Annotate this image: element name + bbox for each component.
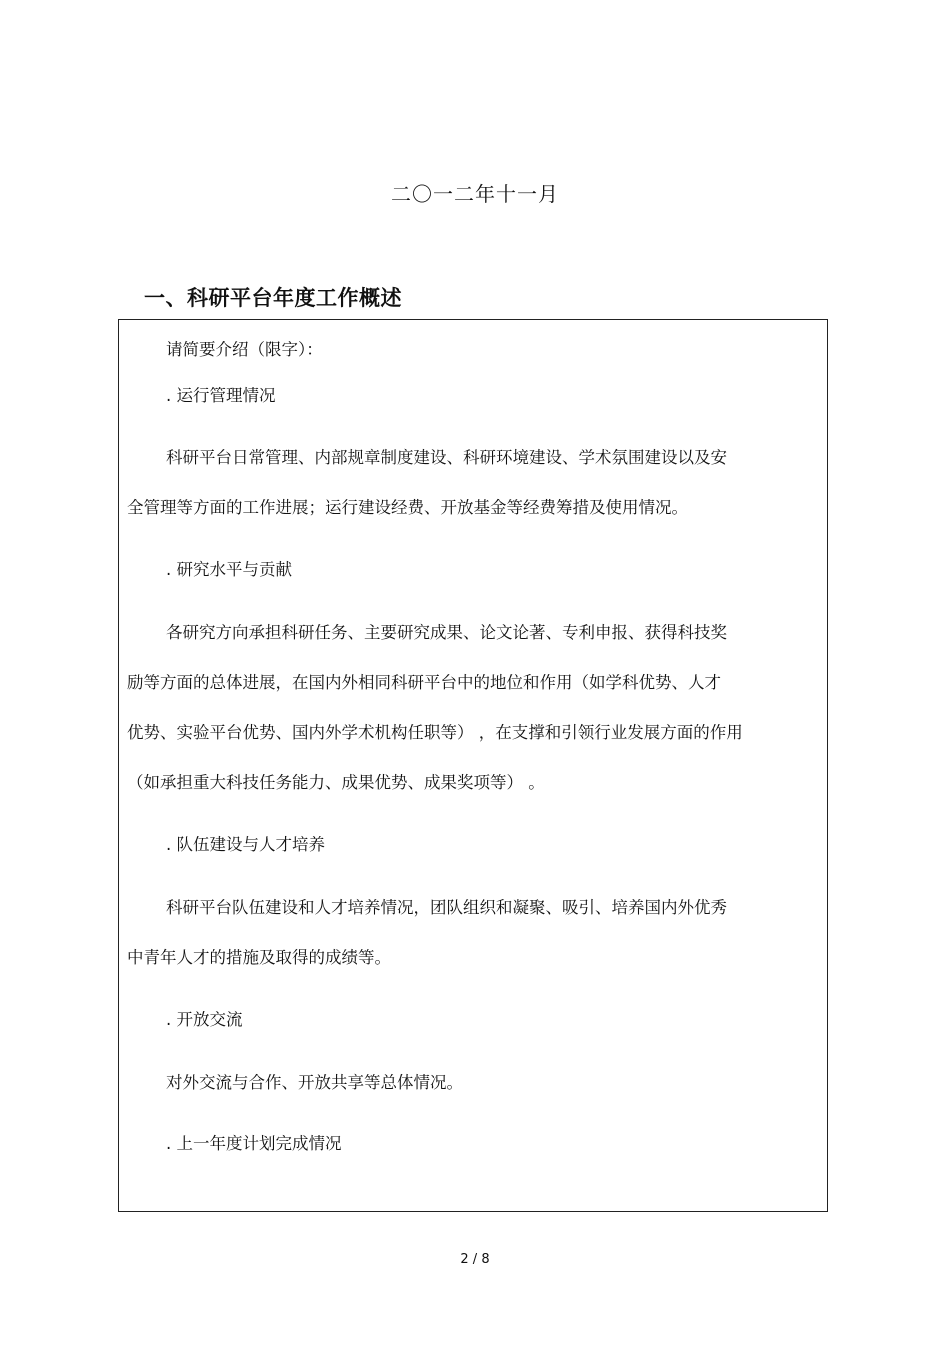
content-box xyxy=(118,319,828,1212)
item-text-research-2: 励等方面的总体进展，在国内外相同科研平台中的地位和作用（如学科优势、人才 xyxy=(127,673,721,692)
item-title-team: . 队伍建设与人才培养 xyxy=(166,835,325,854)
item-text-operation-1: 科研平台日常管理、内部规章制度建设、科研环境建设、学术氛围建设以及安 xyxy=(166,448,727,467)
item-text-operation-2: 全管理等方面的工作进展；运行建设经费、开放基金等经费筹措及使用情况。 xyxy=(127,498,688,517)
item-title-research: . 研究水平与贡献 xyxy=(166,560,292,579)
item-text-team-2: 中青年人才的措施及取得的成绩等。 xyxy=(127,948,391,967)
section-heading: 一、科研平台年度工作概述 xyxy=(144,286,402,310)
item-text-exchange-1: 对外交流与合作、开放共享等总体情况。 xyxy=(166,1073,463,1092)
item-text-research-4: （如承担重大科技任务能力、成果优势、成果奖项等） 。 xyxy=(127,773,545,792)
item-title-exchange: . 开放交流 xyxy=(166,1010,243,1029)
item-title-operation: . 运行管理情况 xyxy=(166,386,276,405)
date-line: 二〇一二年十一月 xyxy=(391,182,559,206)
item-title-plan: . 上一年度计划完成情况 xyxy=(166,1134,342,1153)
item-text-research-3: 优势、实验平台优势、国内外学术机构任职等） ，在支撑和引领行业发展方面的作用 xyxy=(127,723,743,742)
page-number: 2 / 8 xyxy=(460,1252,490,1267)
intro-text: 请简要介绍（限字）： xyxy=(166,340,323,359)
item-text-research-1: 各研究方向承担科研任务、主要研究成果、论文论著、专利申报、获得科技奖 xyxy=(166,623,727,642)
item-text-team-1: 科研平台队伍建设和人才培养情况，团队组织和凝聚、吸引、培养国内外优秀 xyxy=(166,898,727,917)
